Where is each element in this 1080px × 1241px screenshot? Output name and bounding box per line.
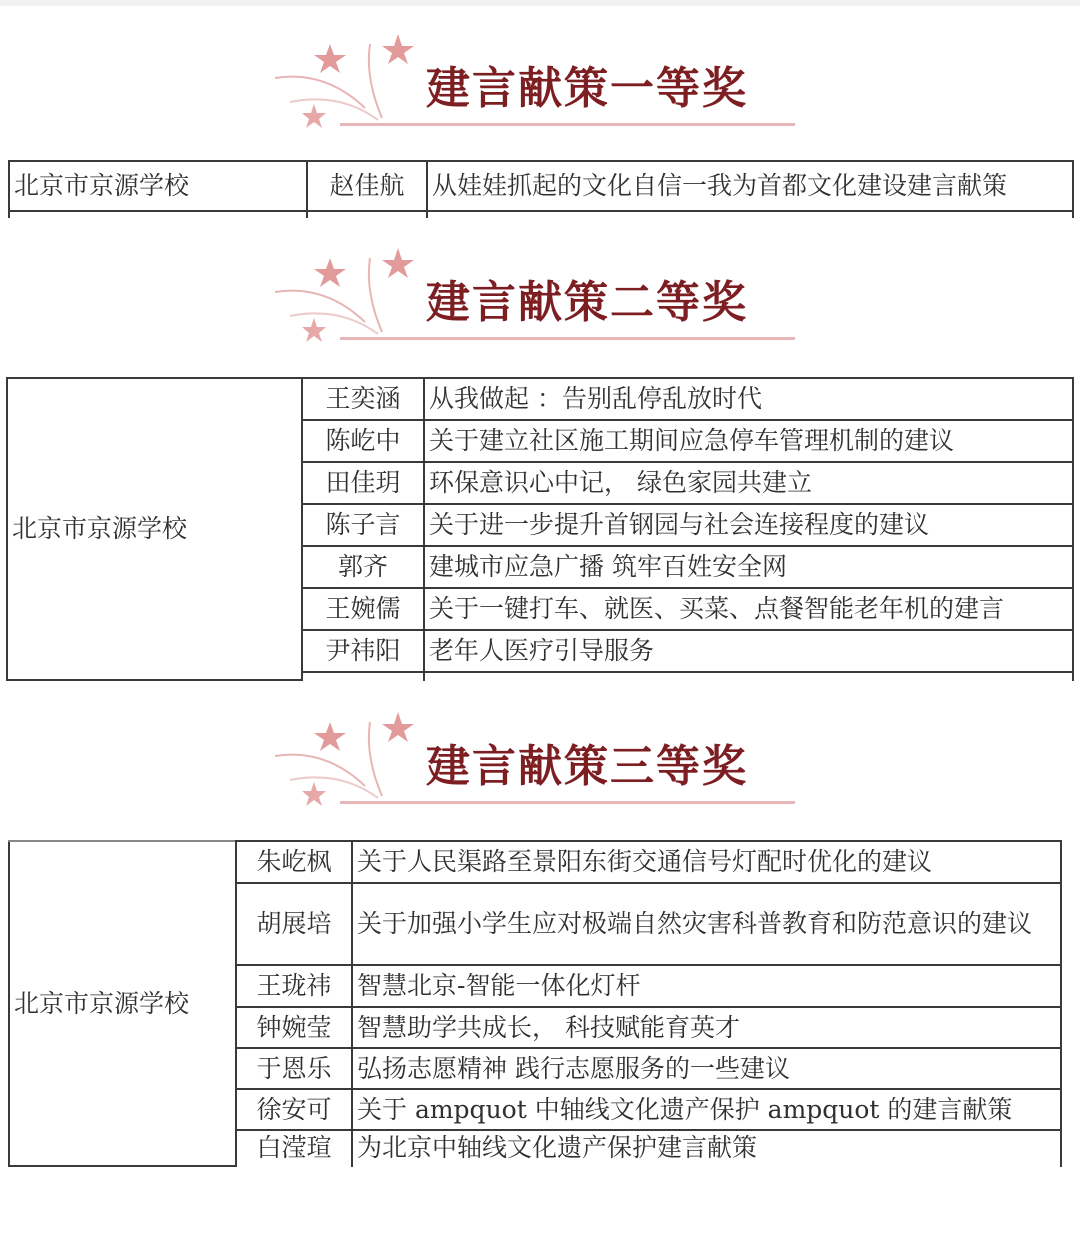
table-row [7,378,1073,420]
student-name: 田佳玥 [302,462,424,504]
award-table-first [8,160,1074,218]
table-row [9,211,1073,217]
student-name: 王珑祎 [236,965,352,1007]
title-underline [340,801,795,804]
student-name: 王奕涵 [302,378,424,420]
table-row [9,161,1073,211]
student-name: 胡展培 [236,883,352,965]
student-name: 朱屹枫 [236,841,352,883]
topic-cell: 从我做起 ：告别乱停乱放时代 [424,378,1073,420]
student-name: 白滢瑄 [236,1130,352,1166]
award-title: 建言献策三等奖 [426,741,748,792]
topic-cell: 关于建立社区施工期间应急停车管理机制的建议 [424,420,1073,462]
table-row [9,841,1061,883]
topic-cell: 关于一键打车、就医、买菜、点餐智能老年机的建言 [424,588,1073,630]
student-name: 陈子言 [302,504,424,546]
topic-cell: 建城市应急广播 筑牢百姓安全网 [424,546,1073,588]
top-strip [0,0,1080,6]
award-banner-third [270,708,810,818]
topic-cell: 关于 ampquot 中轴线文化遗产保护 ampquot 的建言献策 [352,1089,1061,1130]
topic-cell: 关于进一步提升首钢园与社会连接程度的建议 [424,504,1073,546]
school-cell: 北京市京源学校 [7,378,302,680]
topic-cell: 智慧助学共成长， 科技赋能育英才 [352,1007,1061,1048]
award-table-second [6,377,1074,681]
topic-cell: 从娃娃抓起的文化自信一我为首都文化建设建言献策 [427,161,1073,211]
award-banner-first [270,30,810,140]
topic-cell: 为北京中轴线文化遗产保护建言献策 [352,1130,1061,1166]
student-name: 于恩乐 [236,1048,352,1089]
school-cell: 北京市京源学校 [9,161,307,211]
student-name: 钟婉莹 [236,1007,352,1048]
student-name: 王婉儒 [302,588,424,630]
topic-cell: 关于人民渠路至景阳东街交通信号灯配时优化的建议 [352,841,1061,883]
topic-cell: 老年人医疗引导服务 [424,630,1073,672]
school-cell: 北京市京源学校 [9,841,236,1166]
student-name: 赵佳航 [307,161,427,211]
topic-cell: 环保意识心中记， 绿色家园共建立 [424,462,1073,504]
award-table-third [8,840,1062,1167]
award-title: 建言献策二等奖 [426,277,748,328]
topic-cell: 关于加强小学生应对极端自然灾害科普教育和防范意识的建议 [352,883,1061,965]
topic-cell: 智慧北京-智能一体化灯杆 [352,965,1061,1007]
award-title: 建言献策一等奖 [426,63,748,114]
student-name: 陈屹中 [302,420,424,462]
student-name: 尹祎阳 [302,630,424,672]
topic-cell: 弘扬志愿精神 践行志愿服务的一些建议 [352,1048,1061,1089]
award-banner-second [270,244,810,354]
student-name: 徐安可 [236,1089,352,1130]
title-underline [340,337,795,340]
student-name: 郭齐 [302,546,424,588]
title-underline [340,123,795,126]
